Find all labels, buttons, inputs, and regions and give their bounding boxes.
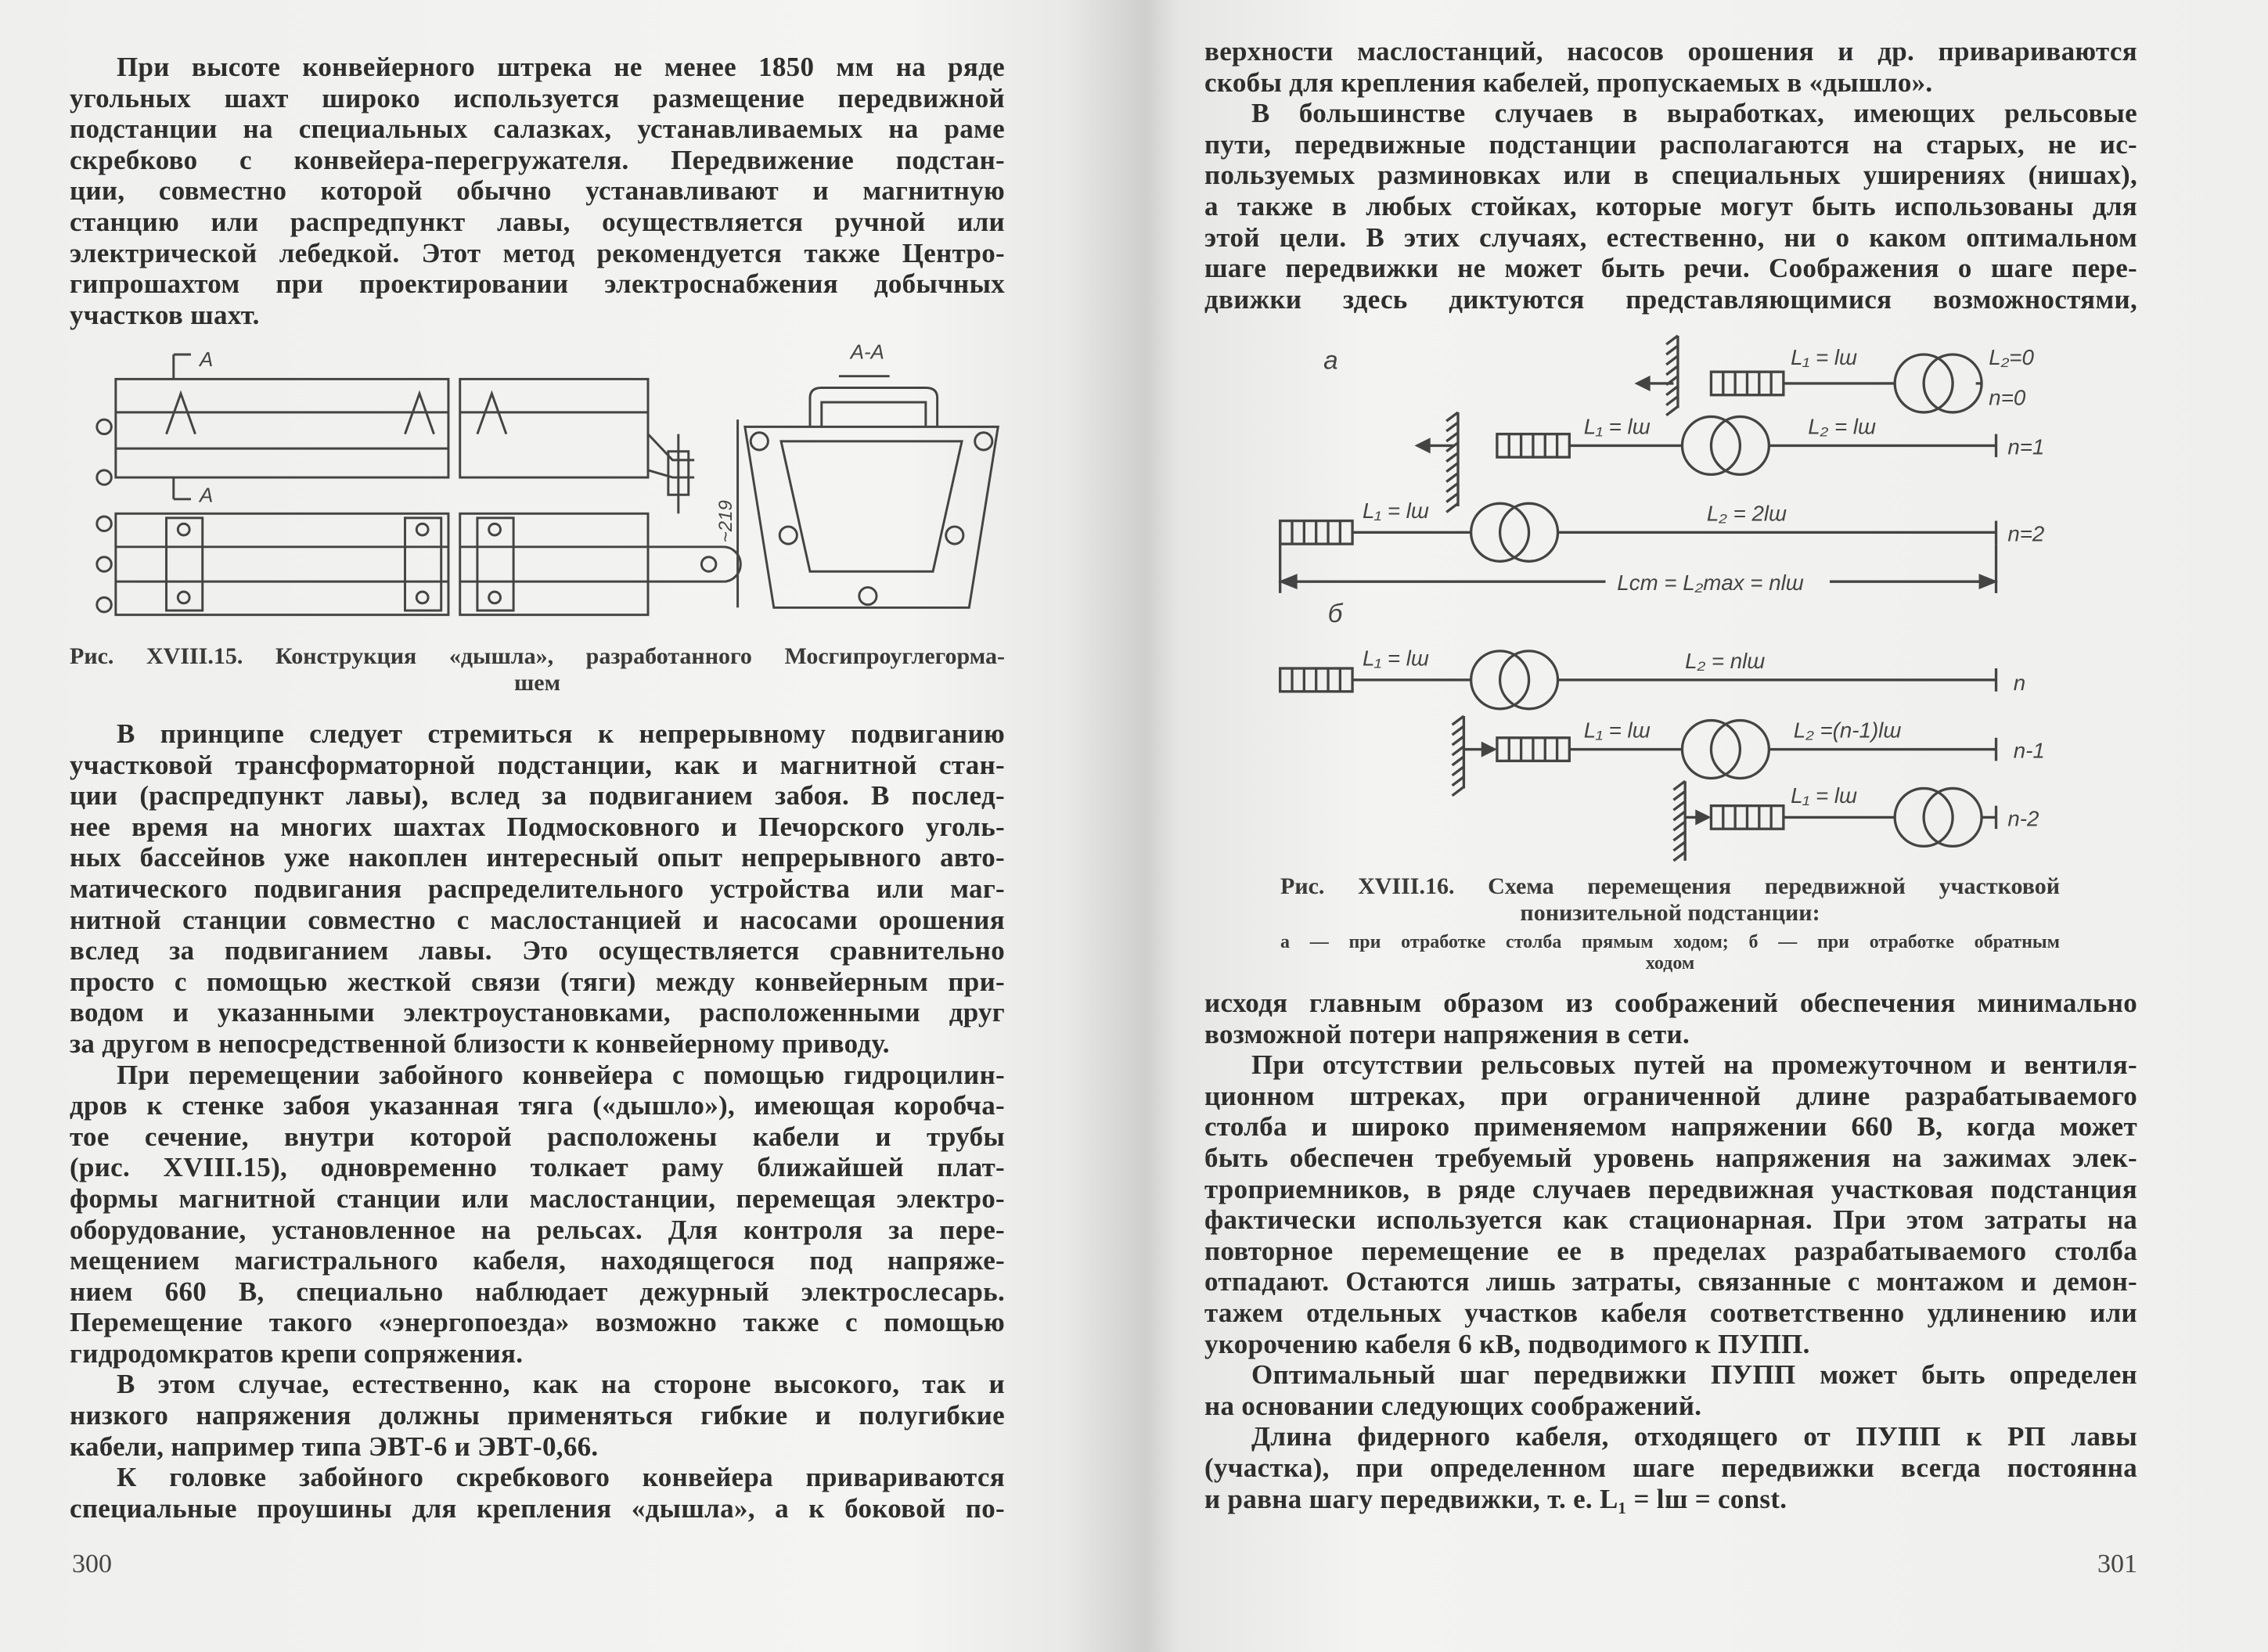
wall-hatch [1453,787,1464,796]
wall-hatch [1446,503,1458,512]
text-line: подстанции на специальных салазках, устанавливаемых на раме [70,113,1005,145]
text-line: вслед за подвиганием лавы. Это осуществляется сравнительно [70,935,1005,966]
arrow-head-icon [1482,743,1494,755]
a0-n: n=0 [1989,385,2026,410]
text-line: на основании следующих соображений. [1204,1390,1702,1421]
switchgear-box [1711,806,1783,830]
switchgear-box [1497,738,1569,761]
text-line: тажем отдельных участков кабеля соответственно удлинению или [1204,1297,2137,1328]
switchgear-box [1280,521,1352,545]
switchgear-box [1711,372,1783,395]
transformer-winding-icon [1711,721,1769,779]
text-line: При отсутствии рельсовых путей на промежуточном и вентиля- [1251,1049,2137,1081]
transformer-winding-icon [1500,651,1558,709]
arrow-head-icon [1417,440,1429,452]
left-text-block-1 [70,52,1005,330]
a1-n: n=1 [2007,434,2045,459]
wall-hatch [1453,726,1464,735]
text-line: В принципе следует стремиться к непрерывному подвиганию [117,718,1005,749]
transformer-winding-icon [1711,416,1769,474]
wall-hatch [1446,423,1458,431]
arrow-head-icon [1637,378,1649,390]
text-line: фактически используется как стационарная. При этом затраты на [1204,1204,2137,1236]
text-line: ции (распредпункт лавы), вслед за подвиганием забоя. В послед- [70,780,1005,812]
text-line: низкого напряжения должны применяться гибкие и полугибкие [70,1400,1005,1431]
a2-l1: L₁ = lш [1363,498,1429,523]
wall-hatch [1446,463,1458,472]
caption-line: Рис. XVIII.16. Схема перемещения передвижной участковой [1280,873,2060,899]
wall-hatch [1446,433,1458,441]
page-number-right: 301 [2097,1549,2137,1578]
transformer-winding-icon [1500,503,1558,561]
wall-hatch [1446,443,1458,452]
text-line: матического подвигания распределительного устройства или маг- [70,873,1005,904]
wall-hatch [1666,397,1678,405]
text-line: участковой трансформаторной подстанции, как и магнитной стан- [70,749,1005,780]
text-line: исходя главным образом из соображений обеспечения минимально [1204,988,2137,1018]
section-label: А-А [850,341,884,364]
wall-hatch [1453,736,1464,745]
transformer-winding-icon [1682,721,1740,779]
caption-legend: а — при отработке столба прямым ходом; б — при отработке обратным [1280,932,2060,952]
text-line: К головке забойного скребкового конвейера привариваются [117,1462,1005,1493]
text-line: тое сечение, внутри которой расположены кабели и трубы [70,1121,1005,1152]
wall-hatch [1453,757,1464,765]
text-line: а также в любых стойках, которые могут быть использованы для [1204,190,2137,221]
right-text-block-2 [1204,988,2137,1514]
text-line: В большинстве случаев в выработках, имеющих рельсовые [1251,98,2137,129]
wall-hatch [1666,356,1678,365]
b1-l1: L₁ = lш [1583,718,1651,743]
cut-label-bottom: А [200,484,214,507]
text-line: (рис. XVIII.15), одновременно толкает раму ближайшей плат- [70,1152,1005,1183]
text-line: скобы для крепления кабелей, пропускаемых в «дышло». [1204,67,1933,98]
wall-hatch [1666,336,1678,344]
caption-line: шем [513,670,561,696]
text-line: за другом в непосредственной близости к конвейерному приводу. [70,1028,890,1059]
text-line: троприемников, в ряде случаев передвижная участковая подстанция [1204,1173,2137,1204]
switchgear-box [1497,434,1569,458]
b2-n: n-2 [2007,806,2039,831]
caption-legend: ходом [1645,953,1695,974]
wall-hatch [1446,473,1458,482]
wall-hatch [1673,852,1685,861]
text-line: оборудование, установленное на рельсах. Для контроля за пере- [70,1214,1005,1245]
a2-l2: L₂ = 2lш [1706,501,1787,526]
arrow-head-icon [1980,576,1994,588]
wall-hatch [1666,376,1678,385]
a1-l2: L₂ = lш [1808,414,1877,439]
b0-n: n [2013,670,2026,695]
text-line: В этом случае, естественно, как на стороне высокого, так и [117,1369,1005,1400]
figure-xviii-15-caption [70,643,1005,696]
text-line: мещением магистрального кабеля, находящегося под напряже- [70,1245,1005,1276]
text-line: участков шахт. [70,299,260,330]
transformer-winding-icon [1471,503,1529,561]
text-line: При высоте конвейерного штрека не менее 1850 мм на ряде [117,52,1005,82]
arrow-head-icon [1697,812,1708,823]
arrow-head-icon [1282,576,1296,588]
text-line: При перемещении забойного конвейера с помощью гидроцилин- [117,1059,1005,1090]
wall-hatch [1666,346,1678,355]
text-line: просто с помощью жесткой связи (тяги) между конвейерным при- [70,966,1005,997]
b0-l1: L₁ = lш [1363,646,1429,671]
text-line: специальные проушины для крепления «дышла», а к боковой по- [70,1492,1005,1524]
text-line: угольных шахт широко используется размещение передвижной [70,82,1005,113]
right-text-block-1 [1204,36,2137,315]
text-line: нием 660 В, специально наблюдает дежурный электрослесарь. [70,1276,1005,1307]
text-line: столба и широко применяемом напряжении 660 В, когда может [1204,1111,2137,1143]
text-line: отпадают. Остаются лишь затраты, связанные с монтажом и демон- [1204,1266,2137,1297]
text-line: пути, передвижные подстанции располагаются на старых, не ис- [1204,128,2137,160]
wall-hatch [1673,801,1685,810]
text-line: укорочению кабеля 6 кВ, подводимого к ПУПП. [1204,1328,1810,1359]
text-line: (участка), при определенном шаге передвижки всегда постоянна [1204,1452,2137,1483]
wall-hatch [1666,387,1678,395]
text-line: Перемещение такого «энергопоезда» возможно также с помощью [70,1307,1005,1338]
wall-hatch [1446,453,1458,462]
wall-hatch [1453,747,1464,755]
transformer-winding-icon [1895,788,1953,846]
text-line: нее время на многих шахтах Подмосковного и Печорского уголь- [70,811,1005,842]
a2-n: n=2 [2007,521,2045,546]
text-line: быть обеспечен требуемый уровень напряжения на зажимах элек- [1204,1142,2137,1173]
text-line: этой цели. В этих случаях, естественно, ни о каком оптимальном [1204,221,2137,253]
text-line: Длина фидерного кабеля, отходящего от ПУПП к РП лавы [1251,1421,2137,1452]
wall-hatch [1453,777,1464,786]
wall-hatch [1666,366,1678,375]
text-line: электрической лебедкой. Этот метод рекомендуется также Центро- [70,237,1005,268]
text-line: пользуемых разминовках или в специальных уширениях (нишах), [1204,160,2137,191]
wall-hatch [1673,832,1685,840]
transformer-winding-icon [1924,355,1982,412]
wall-hatch [1673,781,1685,790]
b1-n: n-1 [2013,738,2045,763]
text-line: гипрошахтом при проектировании электроснабжения добычных [70,268,1005,300]
wall-hatch [1446,483,1458,491]
text-line: Оптимальный шаг передвижки ПУПП может быть определен [1251,1359,2137,1391]
text-line: гидродомкратов крепи сопряжения. [70,1337,524,1369]
label-b: б [1327,599,1343,628]
wall-hatch [1673,822,1685,830]
left-text-block-2 [70,718,1005,1524]
text-line: нитной станции совместно с маслостанцией и насосами орошения [70,904,1005,935]
caption-line: понизительной подстанции: [1520,900,1820,926]
text-line: шаге передвижки не может быть речи. Соображения о шаге пере- [1204,253,2137,284]
b1-l2: L₂ =(n-1)lш [1793,718,1902,743]
figure-xviii-16-caption [1280,873,2060,974]
b0-l2: L₂ = nlш [1685,649,1766,674]
wall-hatch [1446,493,1458,502]
wall-hatch [1666,407,1678,416]
dimension-label: ~219 [715,500,737,543]
text-line: водом и указанными электроустановками, расположенными друг [70,997,1005,1028]
text-line: формы магнитной станции или маслостанции, перемещая электро- [70,1182,1005,1214]
text-line: дров к стенке забоя указанная тяга («дышло»), имеющая коробча- [70,1090,1005,1121]
text-line: верхности маслостанций, насосов орошения и др. привариваются [1204,36,2137,67]
text-line: движки здесь диктуются представляющимися возможностями, [1204,283,2137,315]
transformer-winding-icon [1895,355,1953,412]
transformer-winding-icon [1471,651,1529,709]
transformer-winding-icon [1924,788,1982,846]
cut-label-top: А [200,348,214,371]
text-line: скребково с конвейера-перегружателя. Передвижение подстан- [70,144,1005,175]
text-line: ных бассейнов уже накоплен интересный опыт непрерывного авто- [70,842,1005,873]
switchgear-box [1280,668,1352,692]
a0-l1: L₁ = lш [1791,344,1858,369]
a1-l1: L₁ = lш [1583,414,1651,439]
text-line: ции, совместно которой обычно устанавливают и магнитную [70,175,1005,207]
text-line: и равна шагу передвижки, т. е. L₁ = lш = const. [1204,1483,1787,1514]
transformer-winding-icon [1682,416,1740,474]
dimension-lct: Lст = L₂max = nlш [1617,570,1804,596]
b2-l1: L₁ = lш [1791,783,1858,808]
wall-hatch [1446,412,1458,421]
a0-l2: L₂=0 [1989,344,2034,369]
wall-hatch [1673,812,1685,820]
wall-hatch [1673,791,1685,800]
text-line: возможной потери напряжения в сети. [1204,1018,1690,1049]
text-line: повторное перемещение ее в пределах разрабатываемого столба [1204,1235,2137,1266]
wall-hatch [1453,716,1464,725]
text-line: кабели, например типа ЭВТ-6 и ЭВТ-0,66. [70,1431,599,1462]
wall-hatch [1453,767,1464,776]
label-a: а [1323,346,1338,376]
caption-line: Рис. XVIII.15. Конструкция «дышла», разработанного Мосгипроуглегорма- [70,643,1005,669]
text-line: станцию или распредпункт лавы, осуществляется ручной или [70,206,1005,237]
text-line: ционном штреках, при ограниченной длине разрабатываемого [1204,1080,2137,1111]
page-number-left: 300 [72,1549,112,1578]
wall-hatch [1673,842,1685,851]
